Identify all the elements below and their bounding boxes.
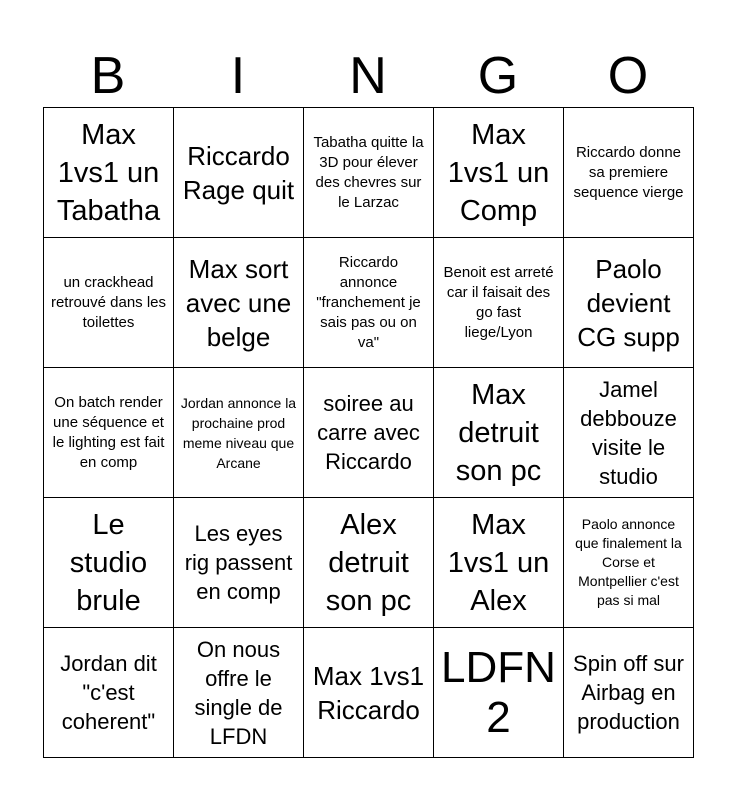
bingo-cell-text: LDFN 2 (441, 642, 556, 742)
bingo-cell[interactable] (434, 108, 564, 238)
bingo-cell-text: Riccardo annonce "franchement je sais pas ou on va" (316, 253, 421, 351)
bingo-cell[interactable] (434, 498, 564, 628)
bingo-cell[interactable] (174, 108, 304, 238)
bingo-cell[interactable] (304, 498, 434, 628)
bingo-cell[interactable] (564, 368, 694, 498)
header-letter-i: I (230, 47, 246, 105)
bingo-cell-text: Max 1vs1 un Tabatha (56, 118, 161, 227)
bingo-cell[interactable] (564, 628, 694, 758)
header-letter-n: N (349, 47, 387, 105)
bingo-cell-text: On nous offre le single de LFDN (194, 636, 283, 749)
bingo-cell-text: Max detruit son pc (455, 378, 542, 487)
bingo-grid (43, 107, 694, 758)
bingo-cell[interactable] (434, 628, 564, 758)
bingo-cell-text: Spin off sur Airbag en production (573, 651, 684, 734)
bingo-cell-text: On batch render une séquence et le lighting est fait en comp (52, 393, 165, 471)
bingo-cell-text: Paolo annonce que finalement la Corse et Montpellier c'est pas si mal (575, 516, 682, 608)
bingo-cell[interactable] (304, 628, 434, 758)
bingo-cell[interactable] (44, 498, 174, 628)
bingo-cell[interactable] (564, 498, 694, 628)
bingo-cell-text: Max sort avec une belge (185, 253, 292, 352)
bingo-cell[interactable] (174, 498, 304, 628)
bingo-cell-text: Riccardo donne sa premiere sequence vierge (573, 143, 684, 201)
header-letter-g: G (477, 47, 519, 105)
bingo-cell[interactable] (434, 238, 564, 368)
bingo-cell[interactable] (434, 368, 564, 498)
bingo-cell[interactable] (174, 238, 304, 368)
bingo-cell-text: Le studio brule (69, 508, 148, 617)
bingo-cell-text: Jordan annonce la prochaine prod meme niveau que Arcane (180, 394, 297, 471)
bingo-header (43, 44, 693, 108)
bingo-cell-text: Max 1vs1 un Comp (447, 118, 550, 227)
header-letter-o: O (607, 47, 649, 105)
bingo-cell[interactable] (44, 108, 174, 238)
header-letter-b: B (90, 47, 126, 105)
bingo-cell-text: Max 1vs1 Riccardo (312, 660, 425, 725)
bingo-cell[interactable] (44, 238, 174, 368)
bingo-cell[interactable] (174, 628, 304, 758)
bingo-cell[interactable] (304, 108, 434, 238)
bingo-cell-text: Jordan dit "c'est coherent" (60, 651, 157, 734)
bingo-cell[interactable] (564, 238, 694, 368)
bingo-cell-text: Riccardo Rage quit (182, 140, 295, 205)
bingo-cell-text: soiree au carre avec Riccardo (317, 391, 420, 474)
bingo-cell[interactable] (44, 368, 174, 498)
bingo-cell[interactable] (44, 628, 174, 758)
bingo-cell-text: un crackhead retrouvé dans les toilettes (50, 273, 167, 331)
bingo-cell-text: Max 1vs1 un Alex (447, 508, 550, 617)
bingo-cell-text: Les eyes rig passent en comp (184, 521, 293, 604)
bingo-cell[interactable] (304, 238, 434, 368)
bingo-cell[interactable] (564, 108, 694, 238)
bingo-cell-text: Alex detruit son pc (325, 508, 412, 617)
bingo-cell-text: Tabatha quitte la 3D pour élever des chevres sur le Larzac (313, 133, 424, 211)
bingo-cell-text: Paolo devient CG supp (577, 253, 680, 352)
bingo-cell-text: Jamel debbouze visite le studio (580, 376, 677, 489)
bingo-cell[interactable] (304, 368, 434, 498)
bingo-cell[interactable] (174, 368, 304, 498)
bingo-cell-text: Benoit est arreté car il faisait des go fast liege/Lyon (443, 263, 554, 341)
